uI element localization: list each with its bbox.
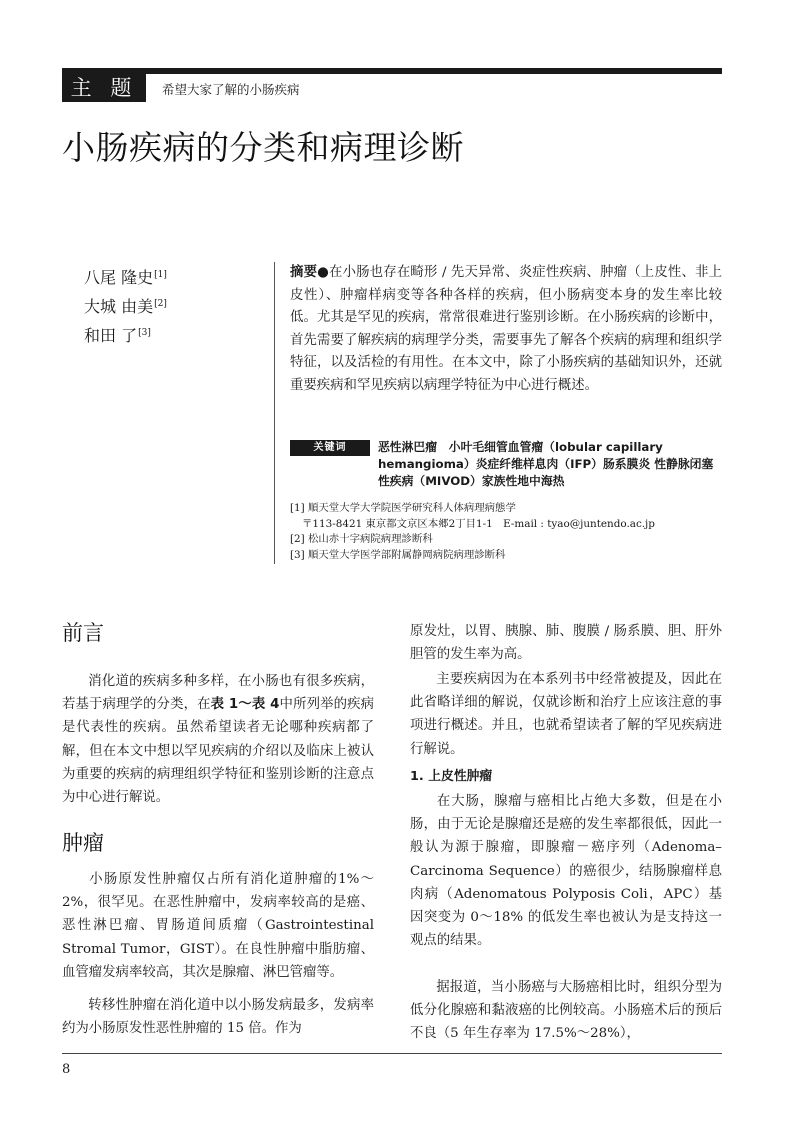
abstract-lead: 摘要● xyxy=(290,265,329,280)
theme-subtitle: 希望大家了解的小肠疾病 xyxy=(162,82,300,97)
section-title-intro: 前言 xyxy=(62,621,104,645)
affiliations xyxy=(290,501,722,563)
tumor-paragraph-2: 转移性肿瘤在消化道中以小肠发病最多，发病率约为小肠原发性恶性肿瘤的 15 倍。作为 xyxy=(62,998,374,1037)
epithelial-paragraph-1: 在大肠，腺瘤与癌相比占绝大多数，但是在小肠，由于无论是腺瘤还是癌的发生率都很低，因此一般认为源于腺瘤，即腺瘤－癌序列（Adenoma–Carcinoma Sequence）的癌很少，结肠腺瘤样息肉病（Adenomatous Polyposis Coli，APC）基因突变为 0～18% 的低发生率也被认为是支持这一观点的结果。 xyxy=(410,794,722,949)
right-paragraph-1: 原发灶，以胃、胰腺、肺、腹膜 / 肠系膜、胆、肝外胆管的发生率为高。 xyxy=(410,624,722,663)
keywords-label: 关键词 xyxy=(290,440,370,456)
subsection-title-epithelial: 1. 上皮性肿瘤 xyxy=(410,769,493,784)
tumor-paragraph-1: 小肠原发性肿瘤仅占所有消化道肿瘤的1%～2%，很罕见。在恶性肿瘤中，发病率较高的是癌、恶性淋巴瘤、胃肠道间质瘤（Gastrointestinal Stromal Tumor，GIST）。在良性肿瘤中脂肪瘤、血管瘤发病率较高，其次是腺瘤、淋巴管瘤等。 xyxy=(62,872,374,980)
affiliation-2: [2] 松山赤十字病院病理診断科 xyxy=(290,533,433,545)
footer-rule xyxy=(62,1053,722,1054)
author-list xyxy=(84,262,167,349)
keywords-text: 恶性淋巴瘤 小叶毛细管血管瘤（lobular capillary hemangioma）炎症纤维样息肉（IFP）肠系膜炎 性静脉闭塞性疾病（MIVOD）家族性地中海热 xyxy=(378,440,714,488)
affiliation-3: [3] 順天堂大学医学部附属静岡病院病理診断科 xyxy=(290,548,506,561)
intro-paragraph: 消化道的疾病多种多样，在小肠也有很多疾病，若基于病理学的分类，在表 1～表 4中所列举的疾病是代表性的疾病。虽然希望读者无论哪种疾病都了解，但在本文中想以罕见疾病的介绍以及临床上被认为重要的疾病的病理组织学特征和鉴别诊断的注意点为中心进行解说。 xyxy=(62,674,374,806)
author-2: 大城 由美[2] xyxy=(84,297,167,316)
epithelial-paragraph-2: 据报道，当小肠癌与大肠癌相比时，组织分型为低分化腺癌和黏液癌的比例较高。小肠癌术后的预后不良（5 年生存率为 17.5%～28%）， xyxy=(410,980,722,1042)
page-number: 8 xyxy=(62,1062,71,1077)
abstract-divider xyxy=(274,262,275,564)
theme-label: 主 题 xyxy=(62,74,146,102)
affiliation-address: 〒113-8421 東京都文京区本郷2丁目1-1 E-mail : tyao@juntendo.ac.jp xyxy=(302,517,655,530)
right-paragraph-2: 主要疾病因为在本系列书中经常被提及，因此在此省略详细的解说，仅就诊断和治疗上应该注意的事项进行概述。并且，也就希望读者了解的罕见疾病进行解说。 xyxy=(410,672,722,757)
affiliation-1: [1] 順天堂大学大学院医学研究科人体病理病態学 xyxy=(290,502,516,514)
author-1: 八尾 隆史[1] xyxy=(84,268,167,287)
article-title: 小肠疾病的分类和病理诊断 xyxy=(62,128,464,167)
author-3: 和田 了[3] xyxy=(84,326,151,345)
table-reference: 表 1～表 4 xyxy=(210,697,280,713)
abstract-text: 在小肠也存在畸形 / 先天异常、炎症性疾病、肿瘤（上皮性、非上皮性）、肿瘤样病变等各种各样的疾病，但小肠病变本身的发生率比较低。尤其是罕见的疾病，常常很难进行鉴别诊断。在小肠疾病的诊断中，首先需要了解疾病的病理学分类，需要事先了解各个疾病的病理和组织学特征，以及活检的有用性。在本文中，除了小肠疾病的基础知识外，还就重要疾病和罕见疾病以病理学特征为中心进行概述。 xyxy=(290,265,723,393)
section-title-tumor: 肿瘤 xyxy=(62,831,104,855)
header-rule xyxy=(62,68,722,74)
abstract xyxy=(290,262,722,397)
